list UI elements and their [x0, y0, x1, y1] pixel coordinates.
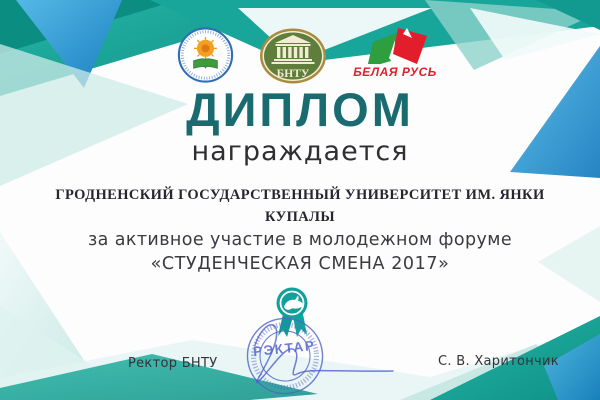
- recipient-name: ГРОДНЕНСКИЙ ГОСУДАРСТВЕННЫЙ УНИВЕРСИТЕТ ИМ. ЯНКИ КУПАЛЫ: [55, 187, 545, 226]
- signer-role: Ректор БНТУ: [128, 356, 218, 371]
- diploma-title: ДИПЛОМ: [186, 83, 414, 136]
- dove-medal-icon: [277, 288, 308, 338]
- awarded-to-label: награждается: [191, 136, 409, 167]
- bntu-logo-label: БНТУ: [276, 68, 310, 80]
- belaya-rus-label: БЕЛАЯ РУСЬ: [353, 65, 437, 79]
- stamp-text: РЭКТАР: [252, 337, 317, 360]
- signer-name: С. В. Харитончик: [438, 354, 559, 369]
- award-reason-line-2: «СТУДЕНЧЕСКАЯ СМЕНА 2017»: [150, 254, 450, 274]
- award-reason-line-1: за активное участие в молодежном форуме: [87, 230, 513, 250]
